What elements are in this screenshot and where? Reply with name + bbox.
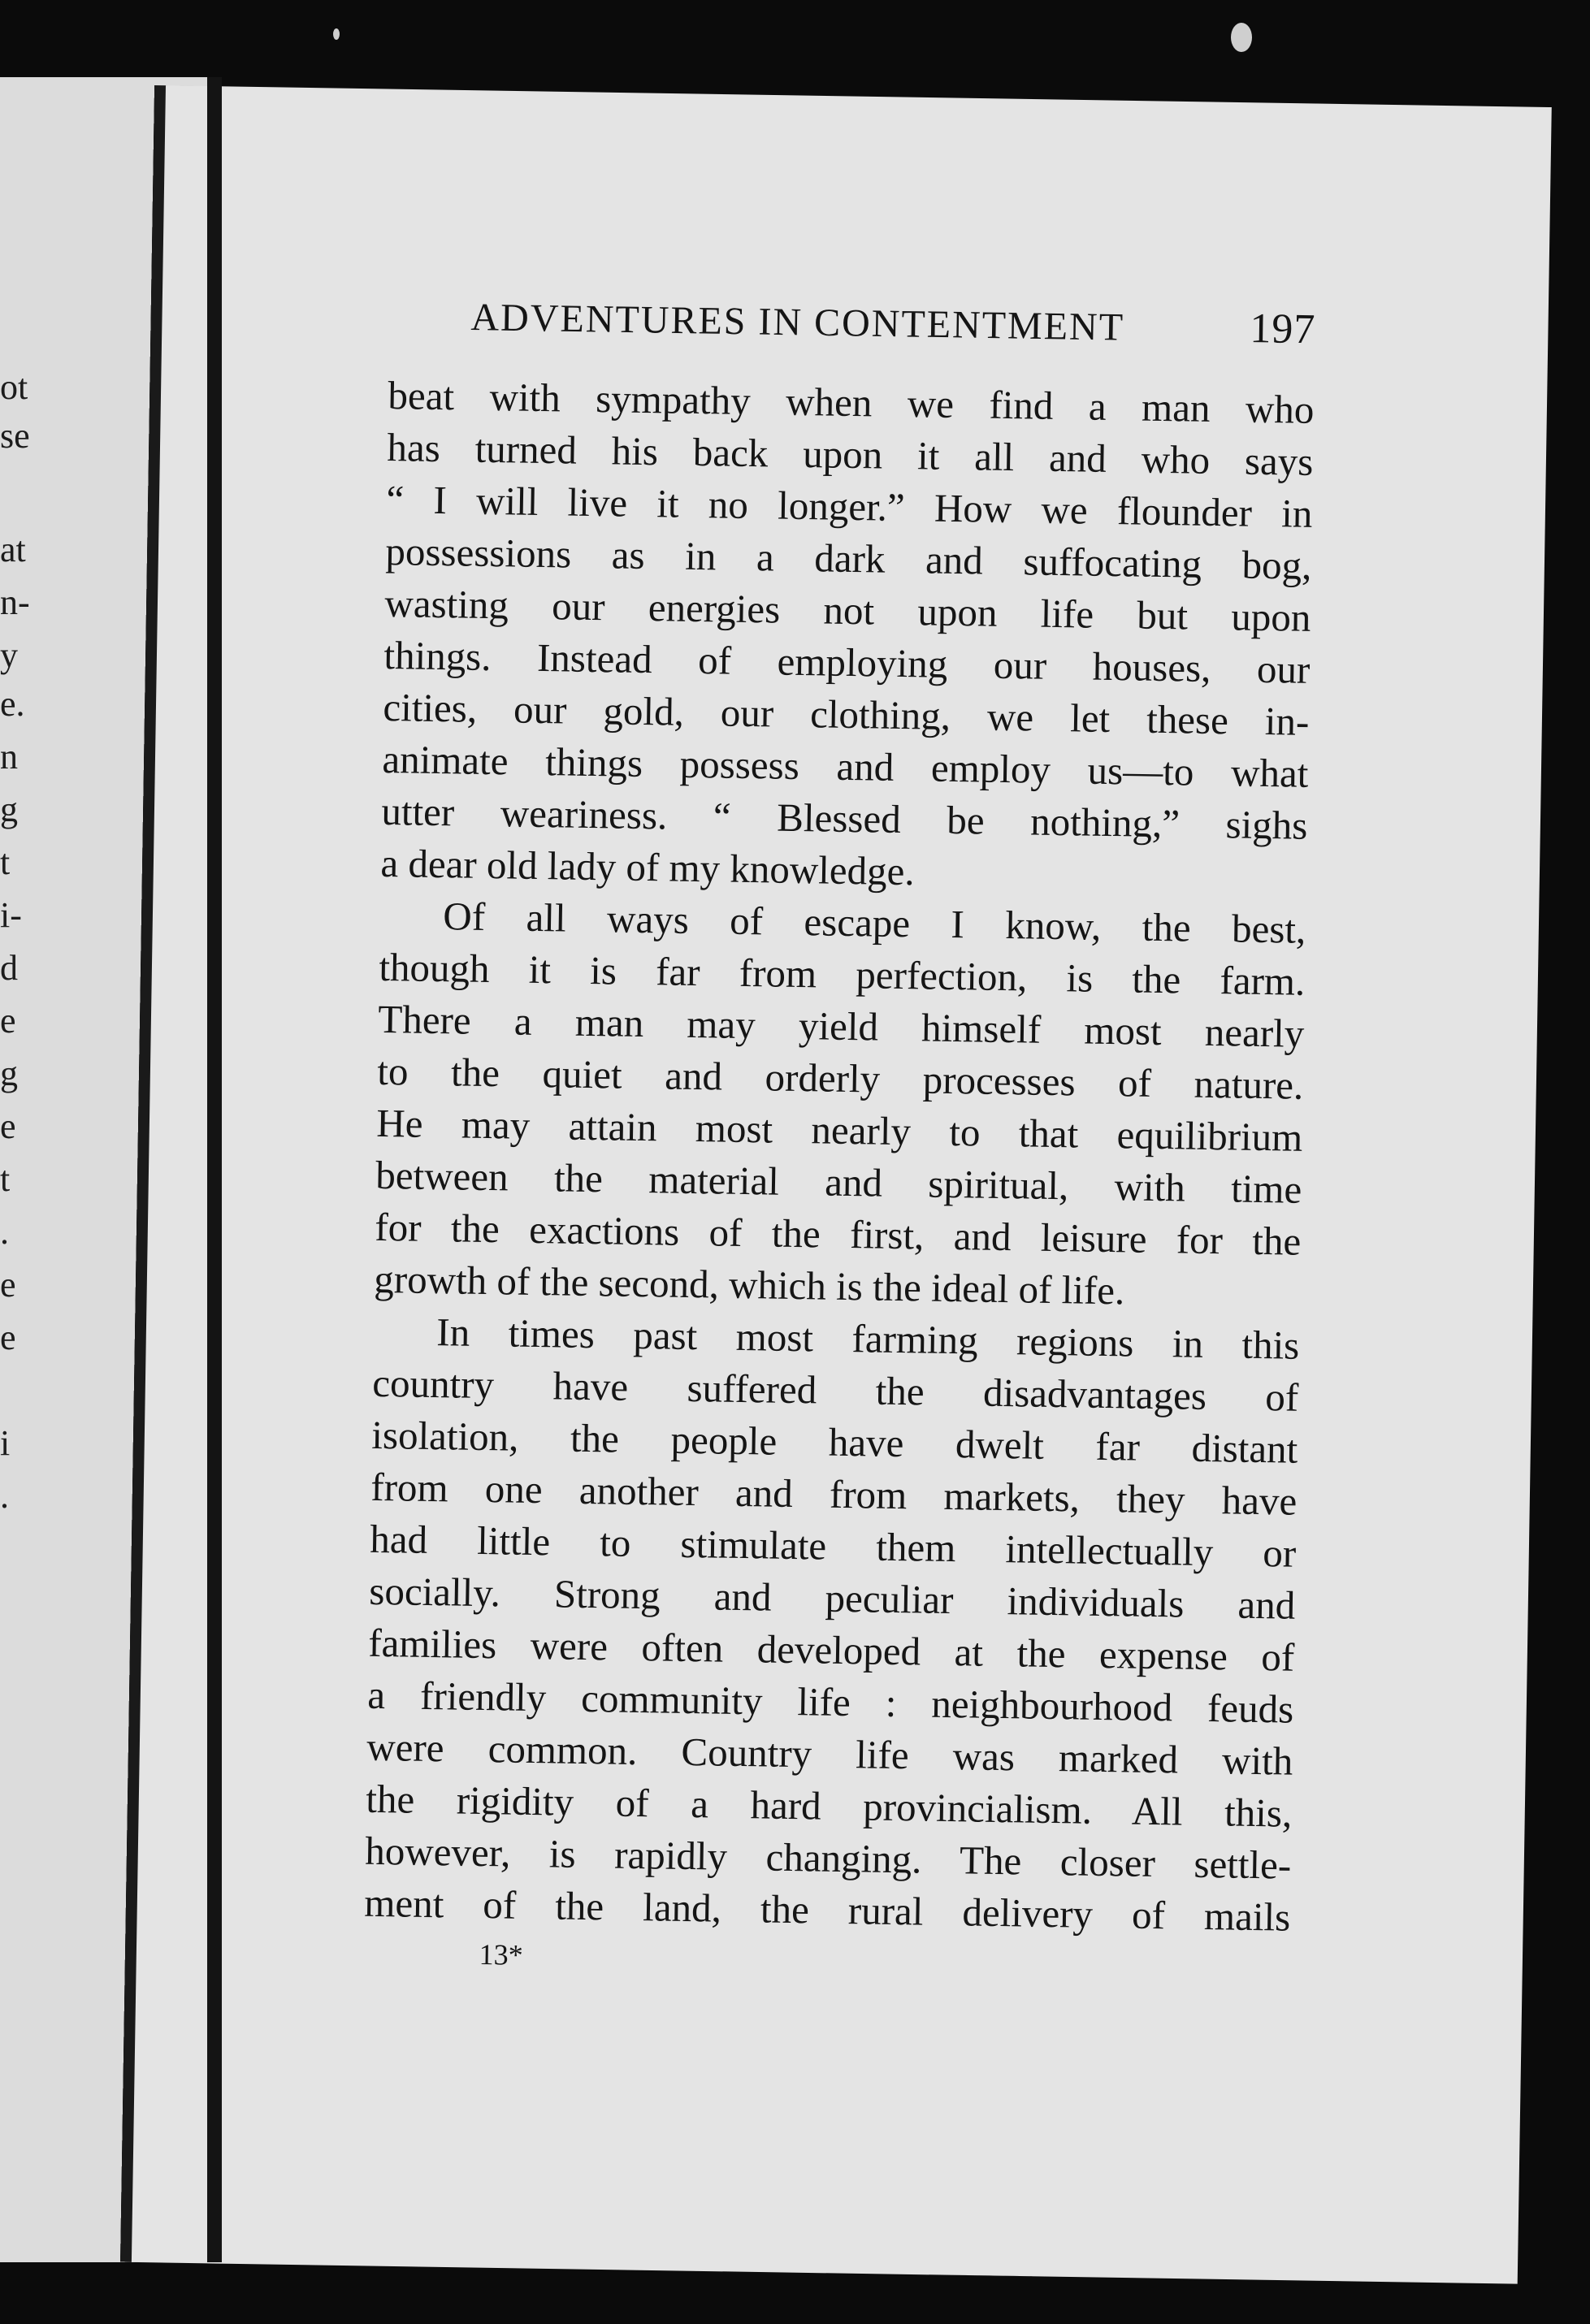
text-line: for the exactions of the first, and leisure for the xyxy=(374,1204,1302,1264)
text-line: however, is rapidly changing. The closer settle- xyxy=(364,1828,1292,1888)
page-number: 197 xyxy=(1249,305,1316,353)
text-line: though it is far from perfection, is the farm. xyxy=(379,944,1306,1004)
text-line: animate things possess and employ us—to what xyxy=(382,736,1309,796)
body-text xyxy=(364,370,1315,1944)
left-fragment: e. xyxy=(0,684,25,724)
scan-speck xyxy=(1231,23,1252,52)
left-fragment: e xyxy=(0,1318,16,1357)
left-fragment: ot xyxy=(0,367,28,407)
text-line: socially. Strong and peculiar individuals and xyxy=(368,1568,1296,1628)
left-fragment: e xyxy=(0,1001,16,1041)
paragraph-start-line: In times past most farming regions in this xyxy=(435,1309,1300,1368)
text-line: country have suffered the disadvantages of xyxy=(371,1360,1299,1420)
left-fragment: n xyxy=(0,737,18,777)
book-gutter xyxy=(207,77,222,2262)
text-line: families were often developed at the expense of xyxy=(367,1620,1295,1680)
running-head-title: ADVENTURES IN CONTENTMENT xyxy=(470,295,1125,349)
text-line: a dear old lady of my knowledge. xyxy=(380,840,916,894)
text-line: utter weariness. “ Blessed be nothing,” sighs xyxy=(381,788,1308,848)
left-fragment: d xyxy=(0,948,18,988)
scan-speck xyxy=(333,28,340,40)
text-line: wasting our energies not upon life but upon xyxy=(384,580,1311,640)
text-line: the rigidity of a hard provincialism. All this, xyxy=(365,1776,1293,1836)
left-fragment: . xyxy=(0,1212,9,1252)
left-fragment: i- xyxy=(0,895,22,935)
text-line: possessions as in a dark and suffocating bog, xyxy=(385,528,1312,588)
signature-mark: 13* xyxy=(479,1937,523,1971)
text-line: were common. Country life was marked with xyxy=(366,1724,1293,1784)
text-line: He may attain most nearly to that equilibrium xyxy=(375,1100,1303,1160)
text-line: beat with sympathy when we find a man who xyxy=(388,372,1315,432)
left-fragment: g xyxy=(0,1054,18,1093)
left-fragment: t xyxy=(0,1159,11,1199)
text-line: has turned his back upon it all and who says xyxy=(387,424,1314,484)
left-fragment: . xyxy=(0,1476,9,1516)
paragraph-start-line: Of all ways of escape I know, the best, xyxy=(443,894,1306,952)
text-line: things. Instead of employing our houses, our xyxy=(383,632,1311,692)
left-fragment: y xyxy=(0,635,18,675)
text-line: to the quiet and orderly processes of nature. xyxy=(377,1048,1304,1108)
text-line: isolation, the people have dwelt far distant xyxy=(370,1412,1298,1472)
left-fragment: n- xyxy=(0,582,30,622)
left-fragment: e xyxy=(0,1106,16,1146)
left-fragment: se xyxy=(0,416,30,456)
left-fragment: g xyxy=(0,790,18,829)
text-line: growth of the second, which is the ideal of life. xyxy=(373,1256,1125,1313)
text-line: had little to stimulate them intellectually or xyxy=(369,1516,1297,1576)
running-head xyxy=(470,292,1316,370)
left-fragment: t xyxy=(0,842,11,882)
left-fragment: at xyxy=(0,530,26,569)
text-line: from one another and from markets, they have xyxy=(370,1464,1298,1524)
text-line: ment of the land, the rural delivery of mails xyxy=(363,1880,1291,1940)
text-line: “ I will live it no longer.” How we flounder in xyxy=(386,476,1313,536)
text-line: between the material and spiritual, with time xyxy=(375,1152,1302,1212)
text-line: a friendly community life : neighbourhood feuds xyxy=(366,1672,1294,1732)
text-line: cities, our gold, our clothing, we let these in- xyxy=(383,684,1310,744)
text-line: There a man may yield himself most nearly xyxy=(378,996,1305,1056)
left-fragment: e xyxy=(0,1265,16,1305)
left-fragment: i xyxy=(0,1423,11,1463)
